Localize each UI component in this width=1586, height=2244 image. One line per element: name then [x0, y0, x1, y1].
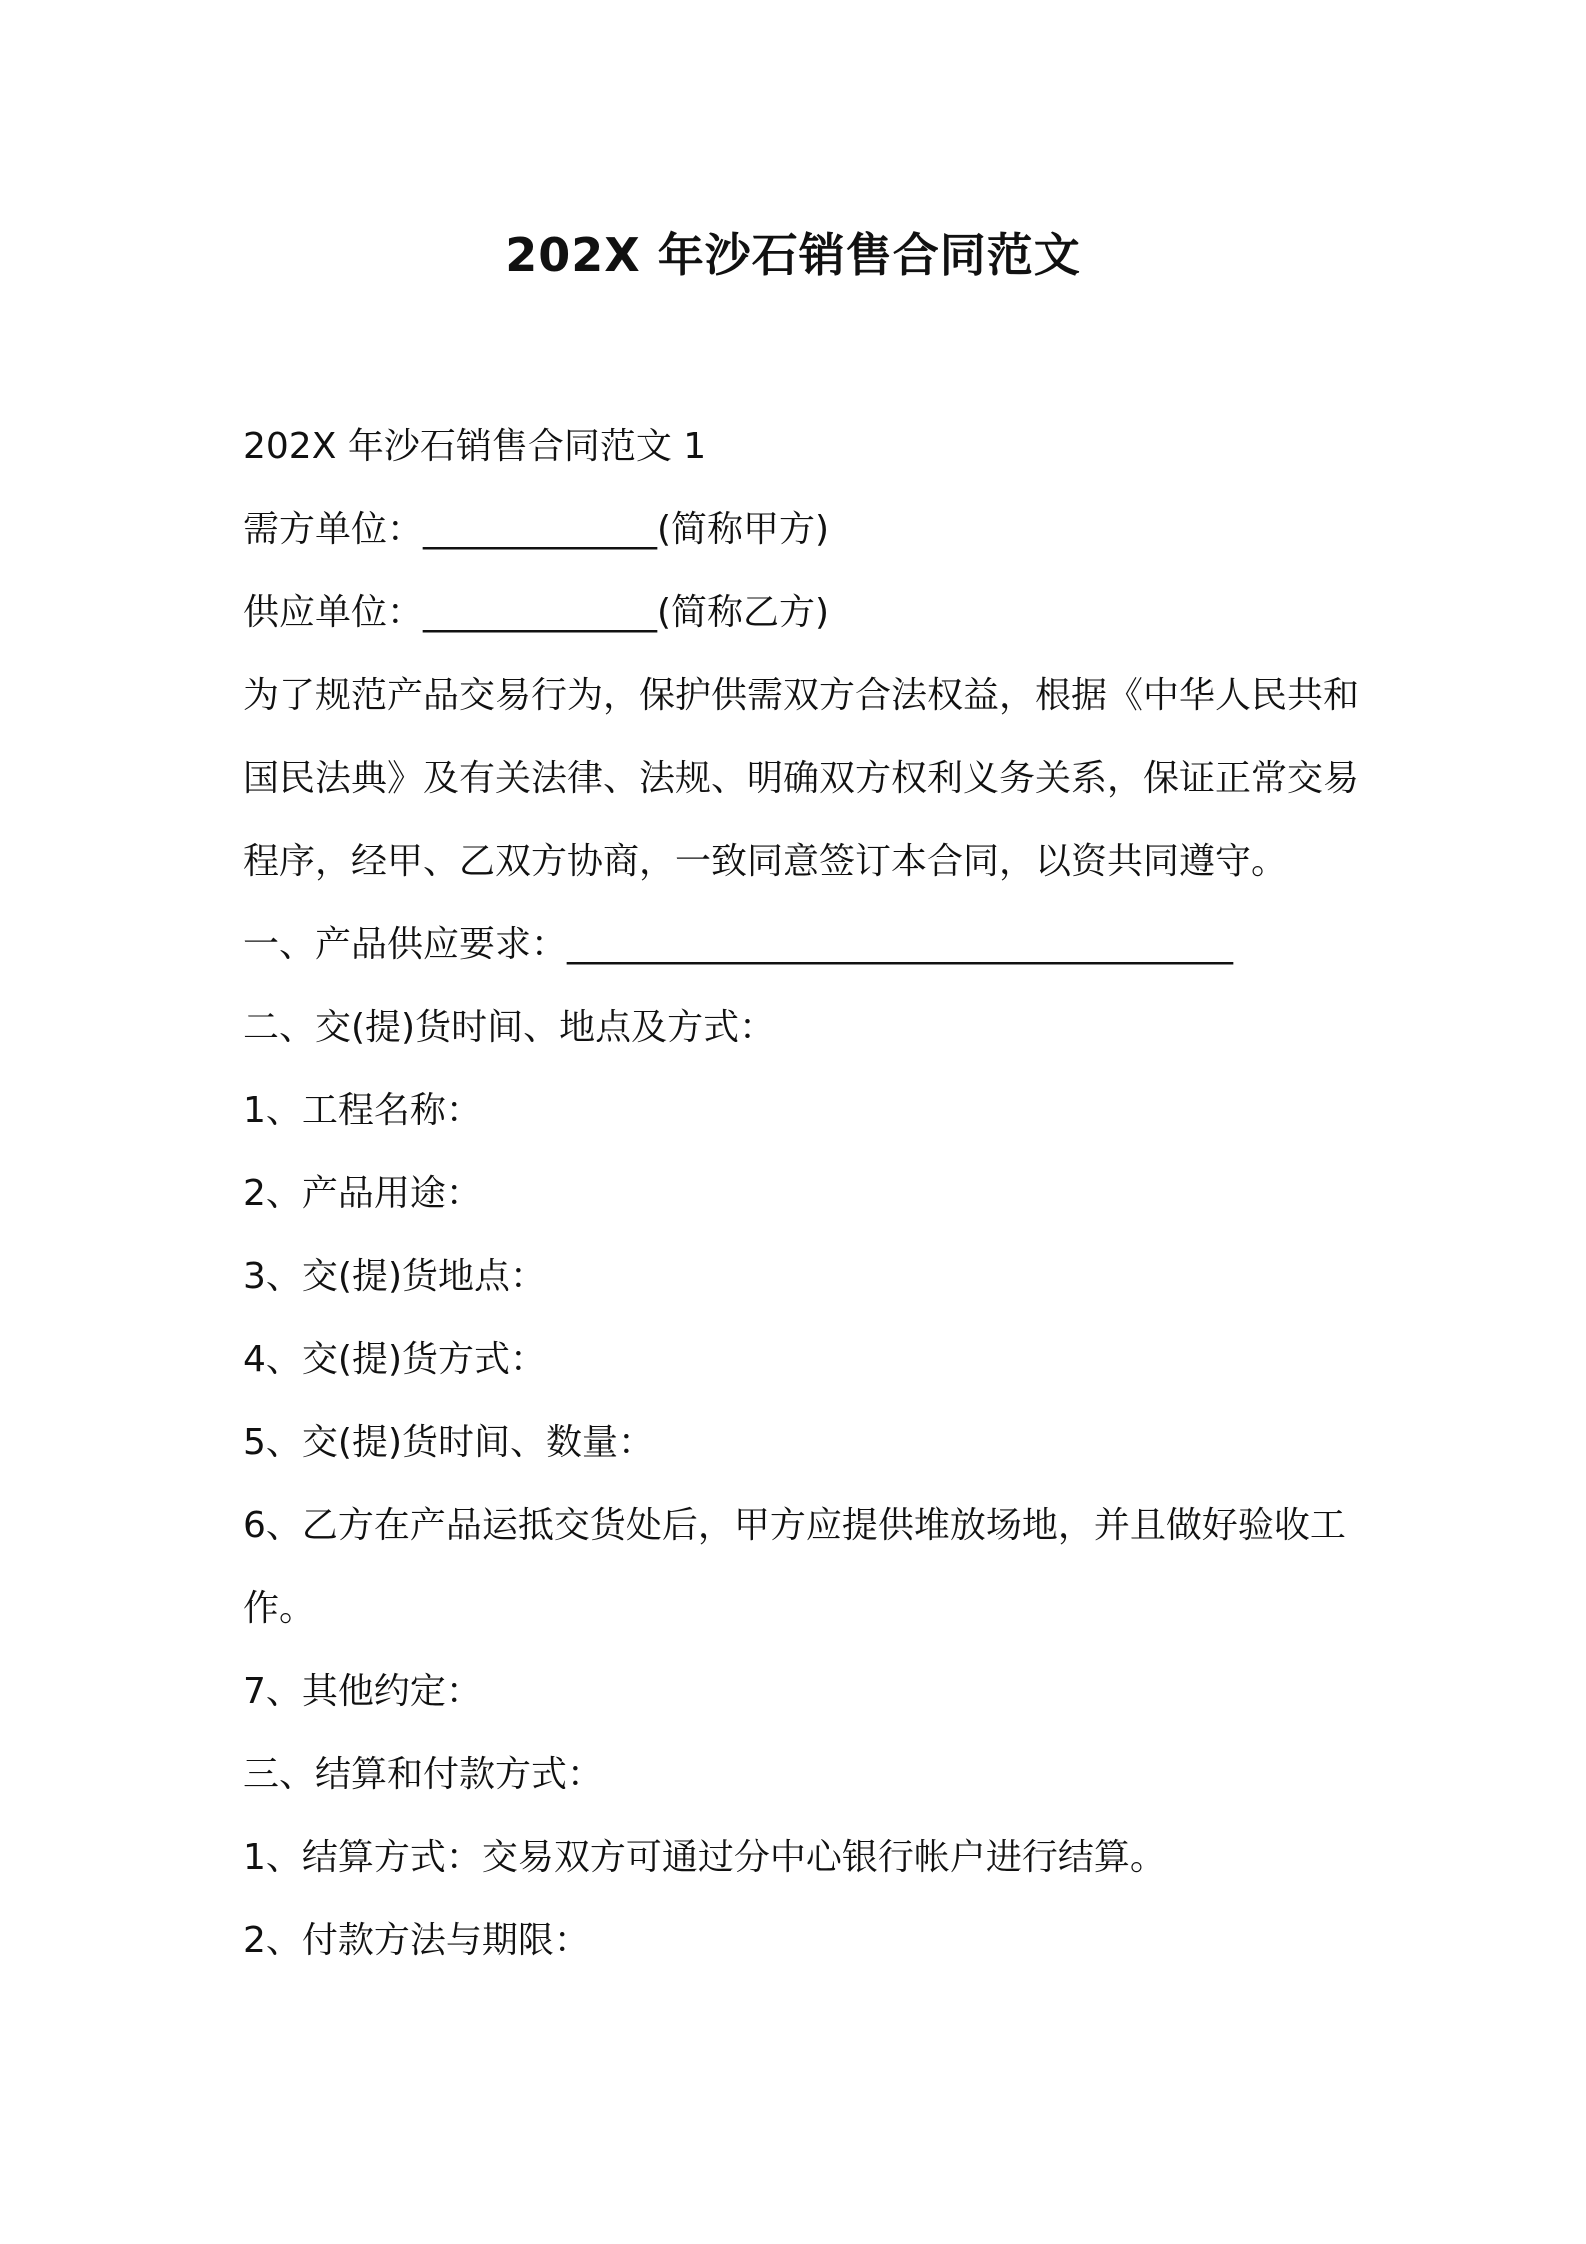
supply-party-line: 供应单位：_____________(简称乙方) — [243, 592, 830, 633]
section-product-requirements: 一、产品供应要求：_____________________________________ — [243, 924, 1234, 965]
item-acceptance: 6、乙方在产品运抵交货处后，甲方应提供堆放场地，并且做好验收工作。 — [243, 1505, 1346, 1629]
item-delivery-location: 3、交(提)货地点： — [243, 1256, 546, 1297]
item-delivery-method: 4、交(提)货方式： — [243, 1339, 546, 1380]
demand-party-line: 需方单位：_____________(简称甲方) — [243, 509, 830, 550]
preamble-paragraph: 为了规范产品交易行为，保护供需双方合法权益，根据《中华人民共和国民法典》及有关法律、法规、明确双方权利义务关系，保证正常交易程序，经甲、乙双方协商，一致同意签订本合同，以资共同遵守。 — [243, 675, 1360, 882]
item-payment-terms: 2、付款方法与期限： — [243, 1920, 590, 1961]
contract-subtitle: 202X 年沙石销售合同范文 1 — [243, 426, 707, 467]
document-title: 202X 年沙石销售合同范文 — [505, 228, 1081, 282]
item-project-name: 1、工程名称： — [243, 1090, 482, 1131]
document-body — [243, 405, 1363, 1982]
item-product-use: 2、产品用途： — [243, 1173, 482, 1214]
section-delivery: 二、交(提)货时间、地点及方式： — [243, 1007, 776, 1048]
item-settlement-method: 1、结算方式：交易双方可通过分中心银行帐户进行结算。 — [243, 1837, 1166, 1878]
item-other-terms: 7、其他约定： — [243, 1671, 482, 1712]
item-delivery-time-quantity: 5、交(提)货时间、数量： — [243, 1422, 654, 1463]
section-settlement: 三、结算和付款方式： — [243, 1754, 604, 1795]
